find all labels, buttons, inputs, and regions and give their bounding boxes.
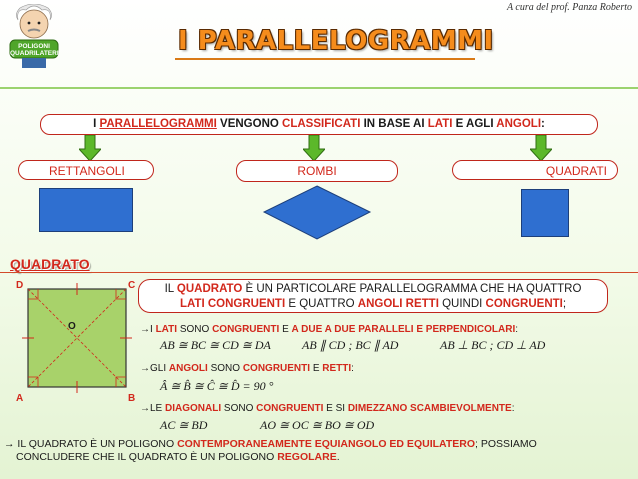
- arrow-right-icon: →: [140, 403, 150, 414]
- category-quadrati: QUADRATI: [452, 160, 618, 180]
- vertex-label-d: D: [16, 280, 24, 291]
- formula-diagonali-dimezzate: AO ≅ OC ≅ BO ≅ OD: [260, 418, 375, 432]
- definition-text: È UN PARTICOLARE PARALLELOGRAMMA CHE HA QUATTRO: [242, 283, 582, 295]
- banner-highlight-lati: LATI: [427, 118, 453, 130]
- definition-text: QUINDI: [438, 298, 486, 310]
- bullet-highlight: CONGRUENTI: [242, 363, 311, 374]
- conclusion-text: [4, 438, 626, 464]
- bullet-diagonali: [140, 403, 515, 414]
- bullet-highlight: RETTI: [322, 363, 352, 374]
- rhombus-shape: [262, 185, 372, 240]
- definition-highlight: ANGOLI RETTI: [357, 298, 439, 310]
- definition-highlight: LATI CONGRUENTI: [179, 298, 286, 310]
- bullet-text: SONO: [177, 324, 213, 335]
- formula-angoli: Â ≅ B̂ ≅ Ĉ ≅ D̂ = 90 °: [160, 379, 274, 393]
- banner-text: :: [541, 118, 545, 130]
- bullet-highlight: A DUE A DUE PARALLELI E PERPENDICOLARI: [291, 324, 516, 335]
- section-divider: [0, 272, 638, 273]
- formula-diagonali-congruenti: AC ≅ BD: [160, 418, 208, 432]
- vertex-label-a: A: [16, 393, 24, 404]
- conclusion-text-part: .: [336, 451, 340, 463]
- bullet-text: E SI: [323, 403, 348, 414]
- banner-text: E AGLI: [452, 118, 497, 130]
- bullet-highlight: CONGRUENTI: [212, 324, 280, 335]
- bullet-text: SONO: [207, 363, 243, 374]
- definition-text: E QUATTRO: [285, 298, 358, 310]
- arrow-right-icon: →: [140, 324, 150, 335]
- bullet-highlight: ANGOLI: [168, 363, 208, 374]
- definition-line-2: [139, 297, 607, 312]
- definition-text: IL: [164, 283, 177, 295]
- bullet-highlight: DIMEZZANO SCAMBIEVOLMENTE: [347, 403, 512, 414]
- bullet-text: E: [310, 363, 323, 374]
- banner-highlight-parallelogrammi: PARALLELOGRAMMI: [99, 118, 217, 130]
- mascot-badge: [4, 4, 64, 70]
- bullet-text: :: [351, 363, 354, 374]
- bullet-text: I: [150, 324, 156, 335]
- title-underline: [175, 58, 475, 60]
- bullet-text: E: [279, 324, 292, 335]
- banner-text: I: [93, 118, 100, 130]
- category-rettangoli: RETTANGOLI: [18, 160, 154, 180]
- square-diagram: [14, 280, 138, 404]
- bullet-text: SONO: [221, 403, 257, 414]
- conclusion-text-part: IL QUADRATO È UN POLIGONO: [17, 438, 178, 450]
- author-credit: A cura del prof. Panza Roberto: [507, 2, 632, 13]
- bullet-highlight: CONGRUENTI: [256, 403, 324, 414]
- bullet-angoli: [140, 363, 354, 374]
- definition-line-1: [139, 282, 607, 297]
- conclusion-text-part: CONCLUDERE CHE IL QUADRATO È UN POLIGONO: [16, 451, 278, 463]
- category-rombi: ROMBI: [236, 160, 398, 182]
- arrow-right-icon: →: [140, 363, 150, 374]
- bullet-highlight: LATI: [155, 324, 178, 335]
- arrow-down-icon: [303, 135, 325, 161]
- bullet-text: :: [511, 403, 515, 414]
- bullet-highlight: DIAGONALI: [165, 403, 222, 414]
- vertex-label-c: C: [128, 280, 136, 291]
- square-shape: [521, 189, 569, 237]
- definition-highlight: CONGRUENTI: [485, 298, 563, 310]
- section-title-quadrato: QUADRATO: [10, 256, 90, 272]
- formula-lati-congruenti: AB ≅ BC ≅ CD ≅ DA: [160, 338, 271, 352]
- formula-lati-perpendicolari: AB ⊥ BC ; CD ⊥ AD: [440, 338, 546, 352]
- rectangle-shape: [39, 188, 133, 232]
- conclusion-highlight: CONTEMPORANEAMENTE EQUIANGOLO ED EQUILATERO: [177, 438, 475, 450]
- page-title: I PARALLELOGRAMMI: [178, 26, 494, 56]
- definition-highlight: QUADRATO: [176, 283, 243, 295]
- formula-lati-paralleli: AB ∥ CD ; BC ∥ AD: [302, 338, 399, 352]
- definition-box: [138, 279, 608, 313]
- banner-highlight-angoli: ANGOLI: [496, 118, 542, 130]
- banner-text: IN BASE AI: [360, 118, 428, 130]
- bullet-text: LE: [150, 403, 166, 414]
- badge-line2: QUADRILATERI: [10, 50, 59, 57]
- classification-banner: [40, 114, 598, 135]
- conclusion-highlight: REGOLARE: [277, 451, 337, 463]
- banner-highlight-classificati: CLASSIFICATI: [282, 118, 361, 130]
- conclusion-text-part: ; POSSIAMO: [475, 438, 537, 450]
- bullet-text: :: [515, 324, 519, 335]
- badge-line1: POLIGONI: [18, 43, 50, 50]
- conclusion-line-2: [16, 451, 626, 464]
- definition-text: ;: [562, 298, 567, 310]
- mascot-icon: [4, 4, 64, 70]
- banner-text: VENGONO: [216, 118, 283, 130]
- conclusion-line-1: [4, 438, 626, 451]
- bullet-text: GLI: [150, 363, 169, 374]
- arrow-down-icon: [530, 135, 552, 161]
- arrow-down-icon: [79, 135, 101, 161]
- header-divider: [0, 87, 638, 89]
- arrow-right-icon: →: [4, 438, 18, 450]
- vertex-label-b: B: [128, 393, 136, 404]
- center-label-o: O: [68, 321, 76, 332]
- bullet-lati: [140, 324, 518, 335]
